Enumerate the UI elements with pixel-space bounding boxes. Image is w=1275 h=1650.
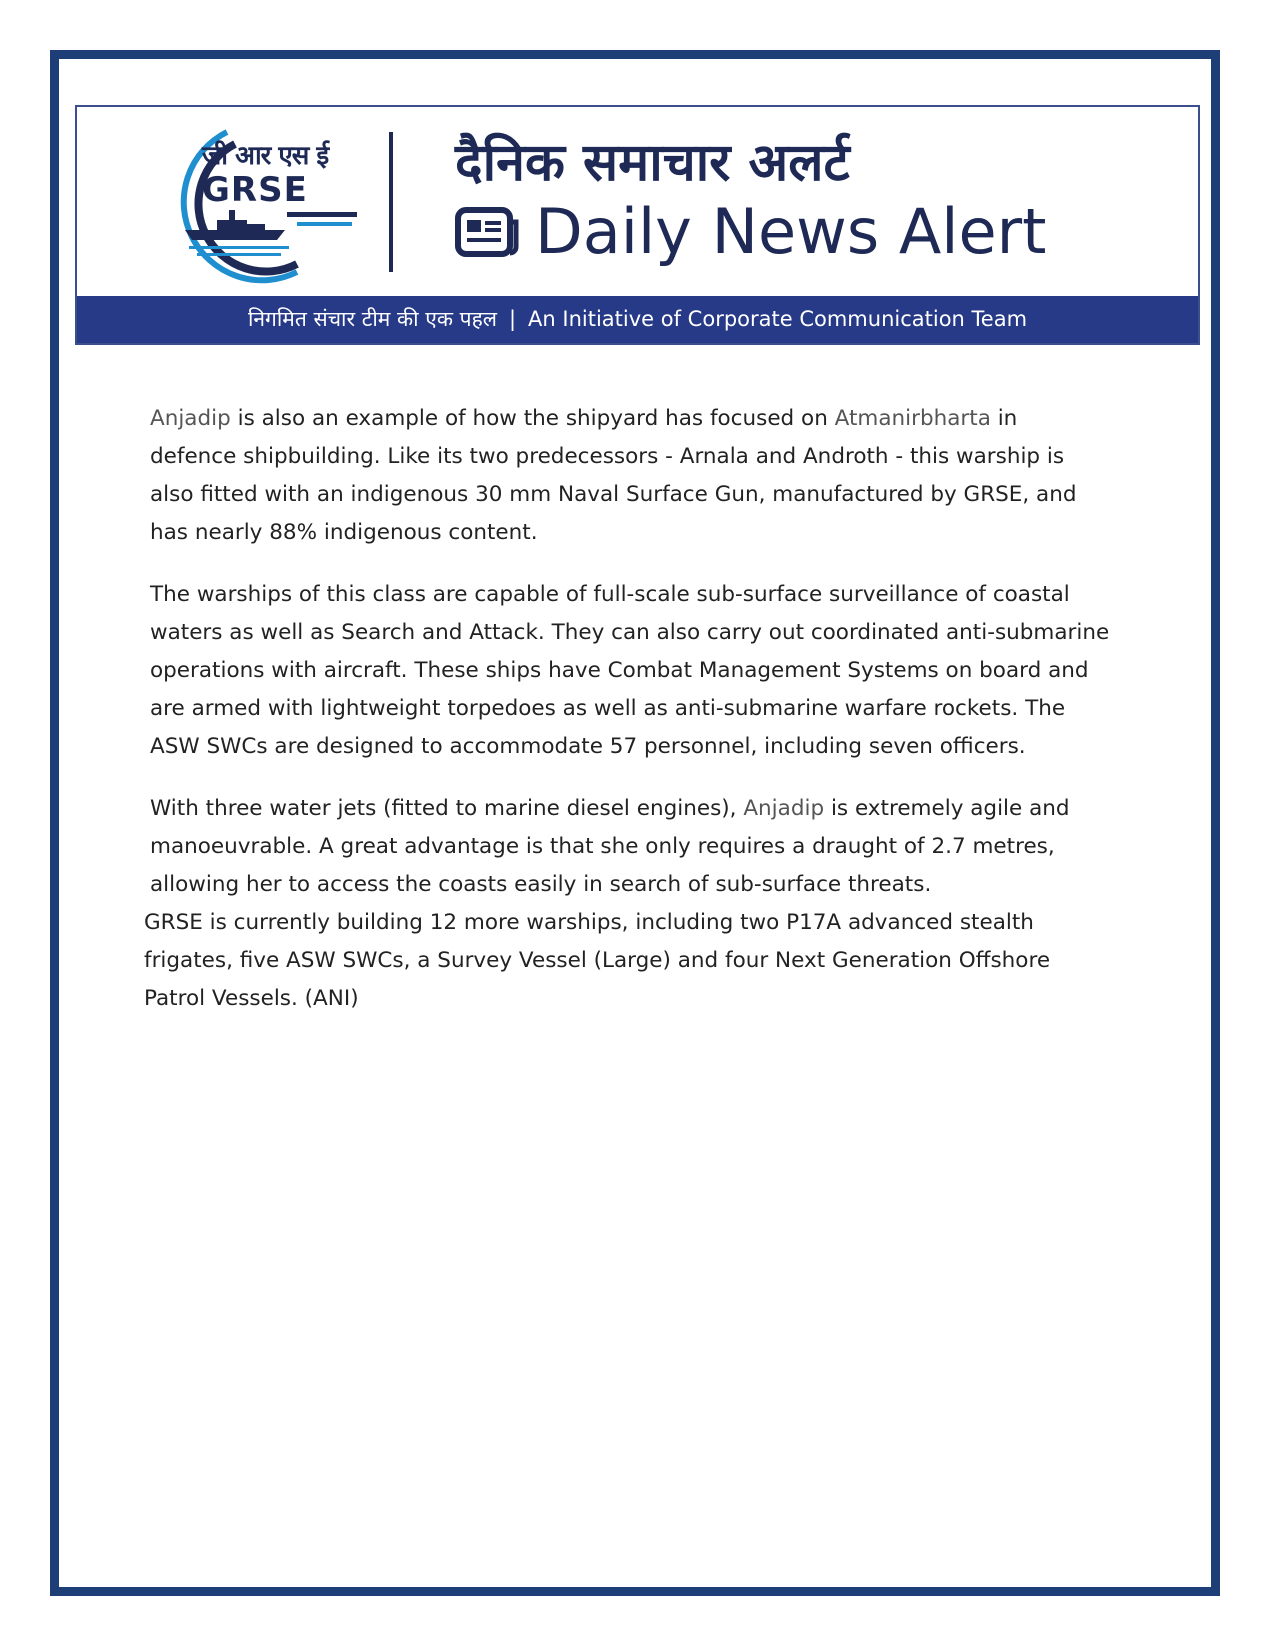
logo-hindi-text: जी आर एस ई: [202, 141, 329, 171]
header-divider: [389, 132, 393, 272]
ship-name: Anjadip: [150, 406, 231, 431]
newsletter-header: [75, 105, 1200, 345]
paragraph-text: in defence shipbuilding. Like its two predecessors - Arnala and Androth - this warship is also fitted with an indigenous 30 mm Naval Surface Gun, manufactured by GRSE, and has nearly 88% indigenous content.: [150, 406, 1077, 545]
title-hindi: दैनिक समाचार अलर्ट: [455, 133, 850, 193]
title-english: Daily News Alert: [535, 195, 1047, 268]
logo-brand-text: GRSE: [202, 170, 308, 210]
paragraph-text: is extremely agile and manoeuvrable. A great advantage is that she only requires a draught of 2.7 metres, allowing her to access the coasts easily in search of sub-surface threats.: [150, 796, 1070, 897]
banner-hindi: निगमित संचार टीम की एक पहल: [247, 307, 497, 331]
ship-name: Anjadip: [743, 796, 825, 821]
grse-logo: [147, 122, 367, 287]
paragraph-3: [150, 790, 1110, 904]
paragraph-text: is also an example of how the shipyard has focused on: [230, 406, 835, 431]
newspaper-icon: [455, 207, 519, 257]
paragraph-text: With three water jets (fitted to marine diesel engines),: [150, 796, 744, 821]
paragraph-4: GRSE is currently building 12 more warships, including two P17A advanced stealth frigates, five ASW SWCs, a Survey Vessel (Large) and four Next Generation Offshore Patrol Vessels. (ANI): [144, 910, 1051, 1011]
banner-separator: |: [508, 307, 517, 331]
header-banner: [77, 296, 1198, 343]
article-body: [144, 400, 1110, 1042]
banner-english: An Initiative of Corporate Communication Team: [528, 307, 1028, 331]
initiative-name: Atmanirbharta: [834, 406, 991, 431]
paragraph-1: [150, 400, 1110, 552]
paragraph-2: The warships of this class are capable of full-scale sub-surface surveillance of coastal waters as well as Search and Attack. They can also carry out coordinated anti-submarine operations with aircraft. These ships have Combat Management Systems on board and are armed with lightweight torpedoes as well as anti-submarine warfare rockets. The ASW SWCs are designed to accommodate 57 personnel, including seven officers.: [150, 582, 1110, 759]
